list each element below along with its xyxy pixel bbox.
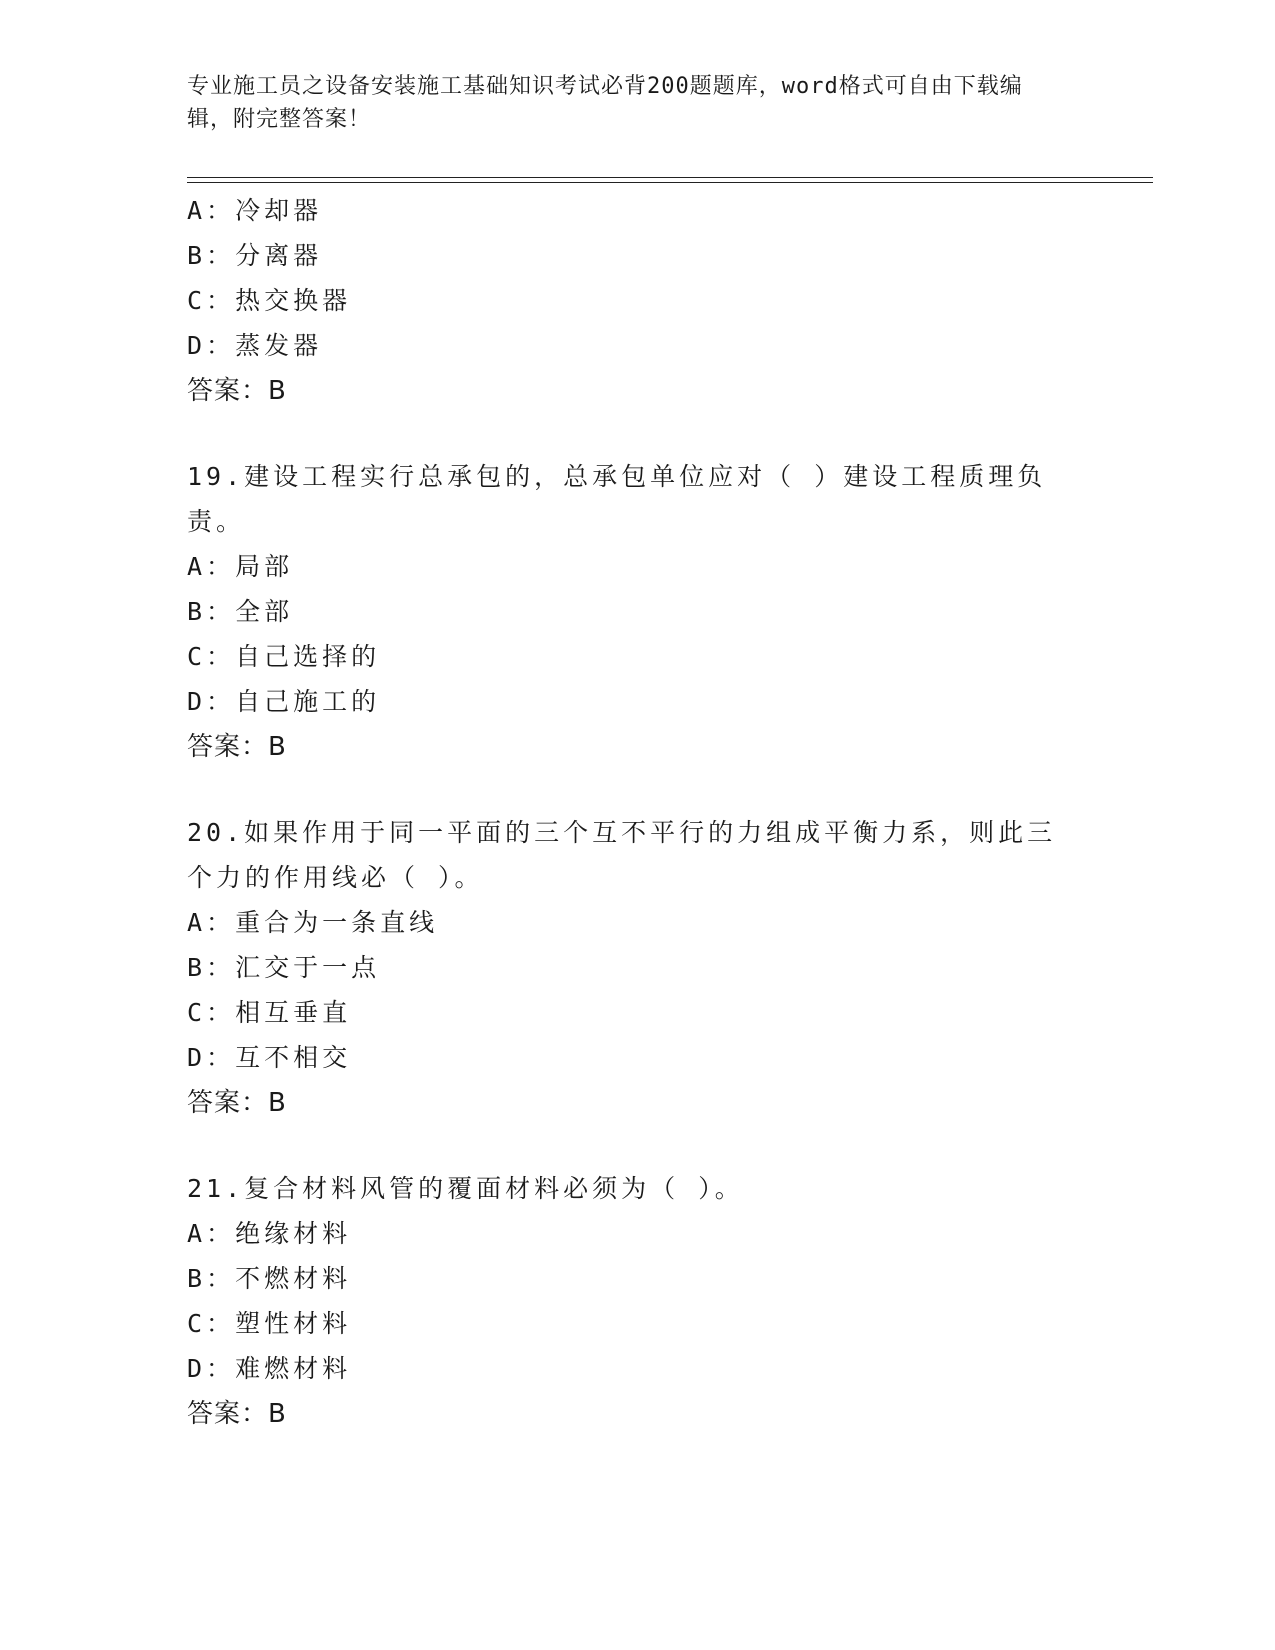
option-b: B：全部 bbox=[187, 597, 294, 626]
option-d: D：蒸发器 bbox=[187, 331, 323, 360]
question-block-18 bbox=[187, 188, 1087, 414]
option-a: A：局部 bbox=[187, 552, 294, 581]
document-header: 专业施工员之设备安装施工基础知识考试必背200题题库，word格式可自由下载编辑，附完整答案！ bbox=[187, 74, 1023, 132]
answer-line: 答案：B bbox=[187, 732, 287, 762]
option-c: C：塑性材料 bbox=[187, 1309, 352, 1338]
option-a: A：绝缘材料 bbox=[187, 1219, 352, 1248]
question-block-20 bbox=[187, 810, 1087, 1126]
option-b: B：不燃材料 bbox=[187, 1264, 352, 1293]
option-b: B：分离器 bbox=[187, 241, 323, 270]
document-body bbox=[187, 188, 1087, 1437]
option-d: D：难燃材料 bbox=[187, 1354, 352, 1383]
option-c: C：自己选择的 bbox=[187, 642, 381, 671]
option-a: A：冷却器 bbox=[187, 196, 323, 225]
option-c: C：相互垂直 bbox=[187, 998, 352, 1027]
answer-line: 答案：B bbox=[187, 1399, 287, 1429]
header-divider-bottom bbox=[187, 182, 1153, 183]
option-c: C：热交换器 bbox=[187, 286, 352, 315]
answer-line: 答案：B bbox=[187, 376, 287, 406]
header-divider-top bbox=[187, 177, 1153, 178]
option-d: D：互不相交 bbox=[187, 1043, 352, 1072]
question-stem: 20.如果作用于同一平面的三个互不平行的力组成平衡力系，则此三个力的作用线必（ ）。 bbox=[187, 818, 1057, 892]
question-stem: 19.建设工程实行总承包的，总承包单位应对（ ）建设工程质理负责。 bbox=[187, 462, 1047, 536]
option-d: D：自己施工的 bbox=[187, 687, 381, 716]
question-block-19 bbox=[187, 454, 1087, 770]
option-b: B：汇交于一点 bbox=[187, 953, 381, 982]
question-block-21 bbox=[187, 1166, 1087, 1437]
option-a: A：重合为一条直线 bbox=[187, 908, 439, 937]
question-stem: 21.复合材料风管的覆面材料必须为（ ）。 bbox=[187, 1174, 744, 1203]
answer-line: 答案：B bbox=[187, 1088, 287, 1118]
